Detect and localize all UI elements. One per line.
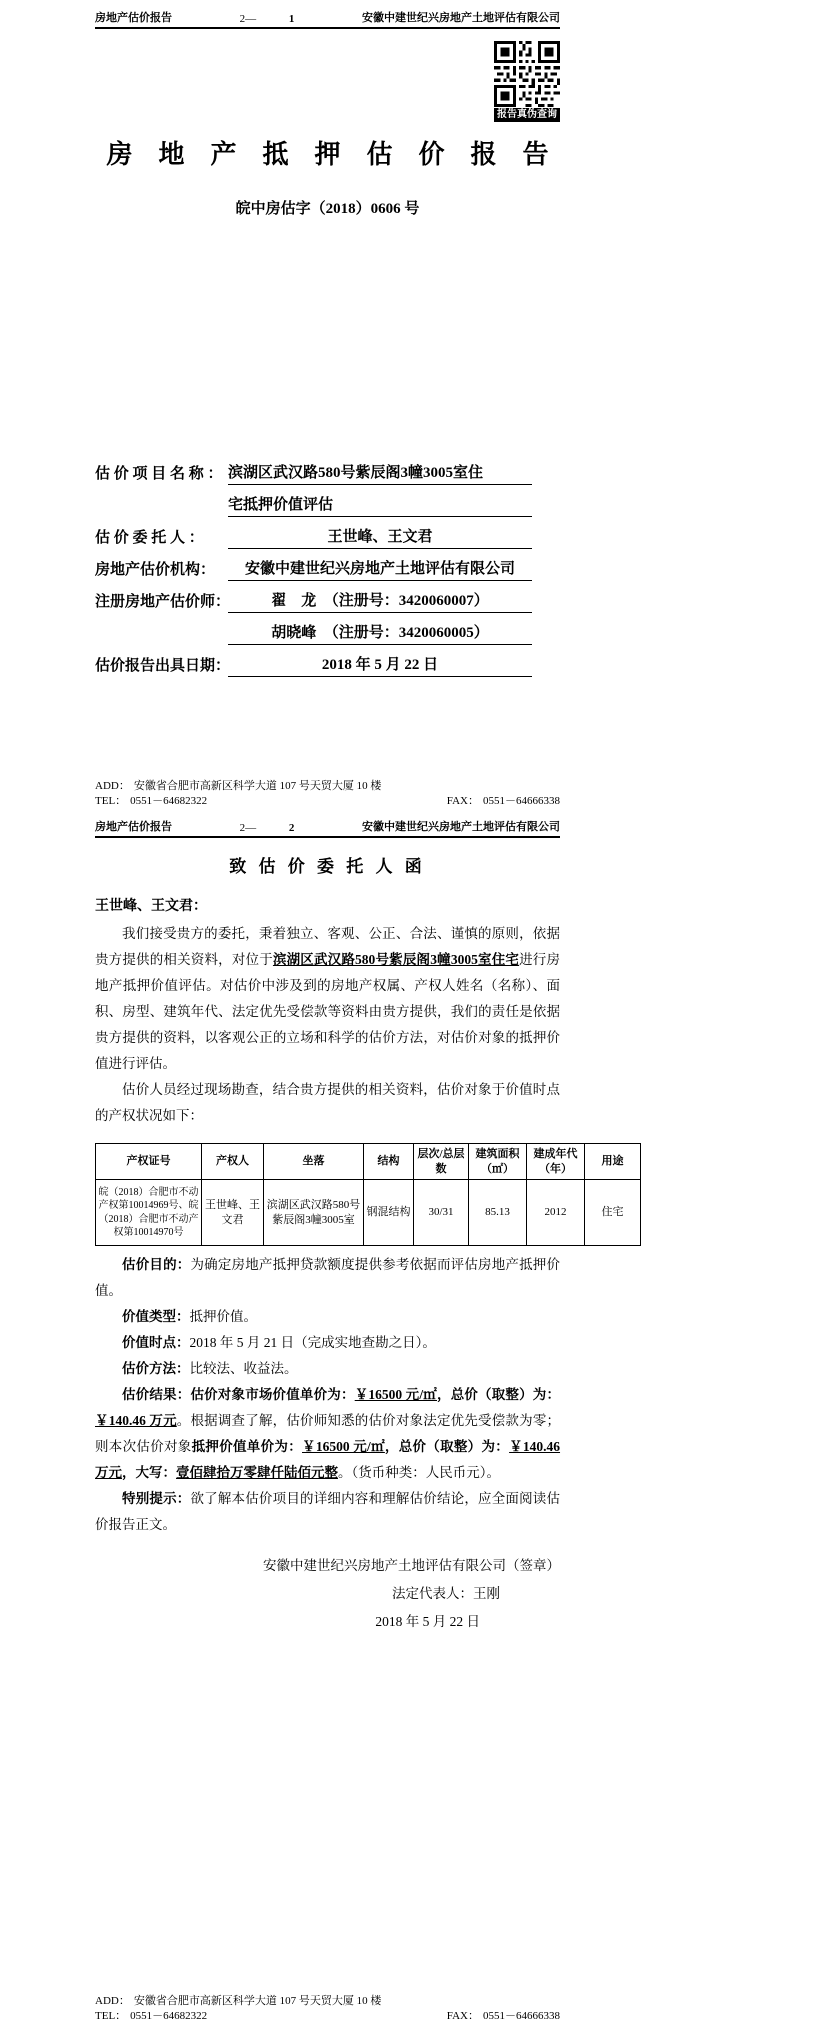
signature-representative: 法定代表人：王刚 — [392, 1586, 500, 1601]
page2-running-header — [95, 809, 560, 838]
item-value-date: 价值时点：2018 年 5 月 21 日（完成实地查勘之日）。 — [122, 1335, 436, 1350]
letter-paragraph-2: 估价人员经过现场勘查，结合贵方提供的相关资料，估价对象于价值时点的产权状况如下： — [95, 1082, 560, 1123]
letter-title: 致 估 价 委 托 人 函 — [229, 857, 426, 876]
page1-running-footer — [95, 779, 560, 809]
footer-fax — [447, 794, 560, 809]
field-label: 估 价 委 托 人 ： — [95, 530, 204, 546]
th-use: 用途 — [585, 1144, 641, 1180]
th-area: 建筑面积（㎡） — [469, 1144, 527, 1180]
item-special-note: 特别提示：欲了解本估价项目的详细内容和理解估价结论，应全面阅读估价报告正文。 — [95, 1491, 561, 1532]
footer-tel-fax-line — [95, 794, 560, 809]
report-number: 皖中房估字（2018）0606 号 — [235, 201, 420, 217]
field-label: 房地产估价机构： — [95, 562, 216, 578]
qr-caption: 报告真伪查询 — [494, 108, 560, 122]
td-location: 滨湖区武汉路580号紫辰阁3幢3005室 — [264, 1180, 364, 1246]
footer-add-label: ADD： — [95, 1995, 130, 2007]
td-year: 2012 — [527, 1180, 585, 1246]
footer-fax-label: FAX： — [446, 795, 479, 807]
field-value: 翟 龙 （注册号：3420060007） — [228, 589, 532, 613]
footer-fax-number: 0551－64666338 — [483, 795, 560, 807]
th-owner: 产权人 — [202, 1144, 264, 1180]
table-data-row — [96, 1180, 641, 1246]
qr-block — [95, 41, 560, 122]
header-company-name: 安徽中建世纪兴房地产土地评估有限公司 — [362, 12, 560, 24]
header-company-name: 安徽中建世纪兴房地产土地评估有限公司 — [362, 821, 560, 833]
signature-date: 2018 年 5 月 22 日 — [375, 1614, 480, 1629]
item-purpose: 估价目的：为确定房地产抵押贷款额度提供参考依据而评估房地产抵押价值。 — [95, 1257, 561, 1298]
field-agency — [95, 549, 532, 581]
page-2 — [0, 809, 823, 2022]
field-value: 宅抵押价值评估 — [228, 493, 532, 517]
td-structure: 钢混结构 — [364, 1180, 414, 1246]
th-location: 坐落 — [264, 1144, 364, 1180]
th-structure: 结构 — [364, 1144, 414, 1180]
field-report-date — [95, 645, 532, 677]
td-use: 住宅 — [585, 1180, 641, 1246]
footer-address-line — [95, 1994, 560, 2009]
item-method: 估价方法：比较法、收益法。 — [122, 1361, 298, 1376]
field-value: 王世峰、王文君 — [228, 525, 532, 549]
field-value: 滨湖区武汉路580号紫辰阁3幢3005室住 — [228, 461, 532, 485]
header-doc-title: 房地产估价报告 — [95, 12, 172, 24]
footer-tel — [95, 794, 207, 809]
valuation-items — [95, 1252, 560, 1538]
field-label: 估价报告出具日期： — [95, 658, 231, 674]
field-project-name-cont — [95, 485, 532, 517]
item-result: 估价结果：估价对象市场价值单价为：￥16500 元/㎡，总价（取整）为：￥140.46 万元。根据调查了解，估价师知悉的估价对象法定优先受偿款为零；则本次估价对象抵押价值单价为：￥16500 元/㎡，总价（取整）为：￥140.46 万元，大写：壹佰肆拾万零肆仟陆佰元整。（货币种类：人民币元）。 — [95, 1387, 561, 1480]
field-label-empty — [95, 515, 228, 517]
page1-running-header — [95, 0, 560, 29]
field-value: 2018 年 5 月 22 日 — [228, 653, 532, 677]
footer-fax-label: FAX： — [446, 2010, 479, 2022]
td-cert-no: 皖（2018）合肥市不动产权第10014969号、皖（2018）合肥市不动产权第10014970号 — [96, 1180, 202, 1246]
item-value-type: 价值类型：抵押价值。 — [122, 1309, 257, 1324]
signature-company: 安徽中建世纪兴房地产土地评估有限公司（签章） — [263, 1558, 560, 1573]
footer-fax-number: 0551－64666338 — [483, 2010, 560, 2022]
property-table — [95, 1143, 641, 1246]
header-doc-title: 房地产估价报告 — [95, 821, 172, 833]
field-value: 安徽中建世纪兴房地产土地评估有限公司 — [228, 557, 532, 581]
footer-tel — [95, 2009, 207, 2024]
field-label: 注册房地产估价师： — [95, 594, 231, 610]
qr-code — [494, 41, 560, 107]
footer-tel-number: 0551－64682322 — [130, 2010, 208, 2022]
footer-tel-label: TEL： — [95, 2010, 127, 2022]
td-owner: 王世峰、王文君 — [202, 1180, 264, 1246]
footer-tel-fax-line — [95, 2009, 560, 2024]
header-page-num: 1 — [288, 13, 295, 25]
field-client — [95, 517, 532, 549]
field-label-empty — [95, 643, 228, 645]
footer-tel-number: 0551－64682322 — [130, 795, 208, 807]
letter-salutation: 王世峰、王文君： — [95, 899, 207, 914]
signature-block — [95, 1552, 560, 1636]
header-page-prefix: 2— — [239, 13, 257, 25]
field-appraiser-1 — [95, 581, 532, 613]
header-page-prefix: 2— — [239, 822, 257, 834]
td-area: 85.13 — [469, 1180, 527, 1246]
page-1 — [0, 0, 823, 809]
report-title: 房 地 产 抵 押 估 价 报 告 — [106, 140, 549, 169]
letter-paragraph-1: 我们接受贵方的委托，秉着独立、客观、公正、合法、谨慎的原则，依据贵方提供的相关资料，对位于滨湖区武汉路580号紫辰阁3幢3005室住宅进行房地产抵押价值评估。对估价中涉及到的房地产权属、产权人姓名（名称）、面积、房型、建筑年代、法定优先受偿款等资料由贵方提供，我们的责任是依据贵方提供的资料，以客观公正的立场和科学的估价方法，对估价对象的抵押价值进行评估。 — [95, 926, 560, 1071]
td-floor: 30/31 — [414, 1180, 469, 1246]
footer-tel-label: TEL： — [95, 795, 127, 807]
th-cert-no: 产权证号 — [96, 1144, 202, 1180]
th-year: 建成年代（年） — [527, 1144, 585, 1180]
header-page-num: 2 — [288, 822, 295, 834]
th-floor: 层次/总层数 — [414, 1144, 469, 1180]
page2-running-footer — [95, 1994, 560, 2024]
footer-address: 安徽省合肥市高新区科学大道 107 号天贸大厦 10 楼 — [133, 1995, 382, 2007]
field-appraiser-2 — [95, 613, 532, 645]
field-label: 估 价 项 目 名 称 ： — [95, 466, 223, 482]
footer-address: 安徽省合肥市高新区科学大道 107 号天贸大厦 10 楼 — [133, 780, 382, 792]
footer-fax — [447, 2009, 560, 2024]
field-project-name — [95, 453, 532, 485]
header-page-number — [240, 13, 295, 25]
header-page-number — [240, 822, 295, 834]
table-header-row — [96, 1144, 641, 1180]
footer-address-line — [95, 779, 560, 794]
field-value: 胡晓峰 （注册号：3420060005） — [228, 621, 532, 645]
footer-add-label: ADD： — [95, 780, 130, 792]
cover-fields — [95, 453, 532, 677]
